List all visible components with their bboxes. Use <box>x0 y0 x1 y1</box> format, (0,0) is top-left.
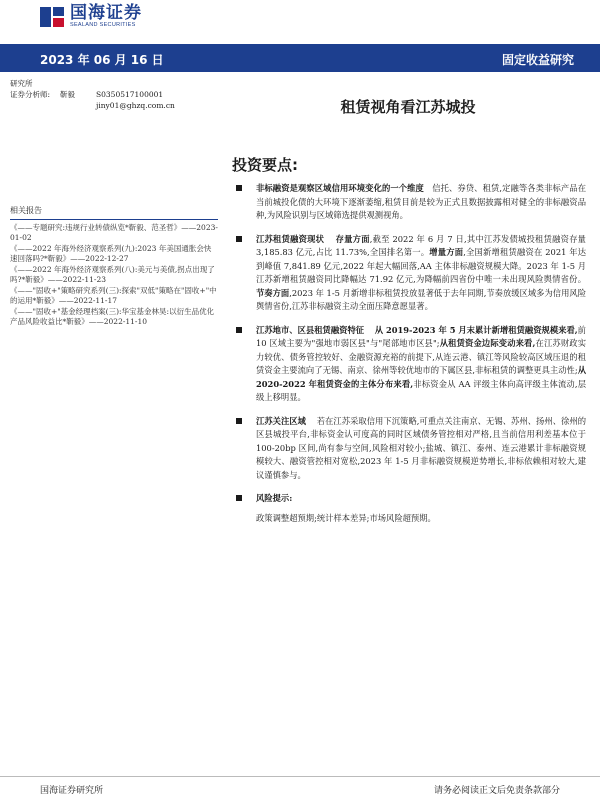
analyst-name: 靳毅 <box>60 90 75 99</box>
logo-mark-icon <box>40 5 66 29</box>
report-date: 2023 年 06 月 16 日 <box>40 53 164 67</box>
related-report-item[interactable]: 《——2022 年海外经济观察系列(八):美元与美债,拐点出现了吗?*靳毅》——2022-11-23 <box>10 264 215 284</box>
analyst-info <box>10 78 210 111</box>
key-point-text: ,截至 2022 年 6 月 7 日,其中江苏发债城投租赁融资存量 3,185.83 亿元,占比 11.73%,全国排名第一。 <box>256 233 586 257</box>
logo-cn-text: 国海证券 <box>70 3 142 23</box>
key-point-text: 若在江苏采取信用下沉策略,可重点关注南京、无锡、苏州、扬州、徐州的区县城投平台,非标资金认可度高的同时区域债务管控相对严格,且当前信用利差基本位于 100-20bp 区间,尚有参与空间,风险相对较小;盐城、镇江、泰州、连云港累计非标融资规模较大、融资管控相对宽松,2023 年 1-5 月非标融资规模逆势增长,非标依赖相对较大,建议谨慎参与。 <box>256 415 586 480</box>
date-banner <box>0 44 600 72</box>
key-point-text: 从 2019-2023 年 5 月末累计新增租赁融资规模来看, <box>374 324 578 335</box>
risk-warning-title: 风险提示: <box>256 493 293 503</box>
company-logo <box>40 4 142 29</box>
related-report-item[interactable]: 《——"固收+"基金经理档案(三):华宝基金林昊:以衍生品优化产品风险收益比*靳毅》——2022-11-10 <box>10 306 215 326</box>
key-point <box>236 415 586 483</box>
key-point-lead: 江苏地市、区县租赁融资特征 <box>256 324 365 335</box>
risk-warning <box>236 492 586 506</box>
key-point-text: ,2023 年 1-5 月新增非标租赁投放显著低于去年同期,节奏放缓区域多为信用风险舆情省份,江苏非标融资主动全面压降意愿显著。 <box>256 287 586 311</box>
key-point-sublabel: 节奏方面 <box>256 287 290 298</box>
report-title: 租赁视角看江苏城投 <box>340 98 476 116</box>
key-point-lead: 江苏租赁融资现状 <box>256 233 325 244</box>
logo-en-text: SEALAND SECURITIES <box>70 22 136 28</box>
key-point-sublabel: 增量方面 <box>429 247 464 257</box>
footer-disclaimer: 请务必阅读正文后免责条款部分 <box>433 786 560 796</box>
bullet-square-icon <box>236 418 242 424</box>
analyst-email[interactable]: jiny01@ghzq.com.cn <box>96 101 175 110</box>
page-footer <box>0 776 600 800</box>
key-point-sublabel: 从租赁资金边际变动来看, <box>439 338 536 348</box>
section-title: 投资要点: <box>232 156 298 174</box>
key-point-text: 信托、券贷、租赁,定融等各类非标产品在当前城投化债的大环境下逐渐萎缩,租赁目前是较为正式且数据披露相对健全的非标融资品种,为风险识别与区域筛选提供观测视角。 <box>256 183 586 220</box>
footer-org: 国海证券研究所 <box>40 786 104 796</box>
key-point-text: 非标资金从 AA 评级主体向高评级主体流动,层级上移明显。 <box>256 378 586 402</box>
analyst-license: S0350517100001 <box>96 90 164 99</box>
bullet-square-icon <box>236 495 242 501</box>
bullet-square-icon <box>236 327 242 333</box>
related-report-item[interactable]: 《——专题研究:违规行业转债纵览*靳毅、范圣哲》——2023-01-02 <box>10 222 218 242</box>
key-point <box>236 324 586 405</box>
key-point-text: ,全国新增租赁融资在 2021 年达到峰值 7,841.89 亿元,2022 年起大幅回落,AA 主体非标融资规模大降。2023 年 1-5 月江苏新增租赁融资同比降幅达 71.92 亿元,为降幅前四省份中唯一未出现风险舆情省份。 <box>256 247 586 284</box>
risk-warning-text: 政策调整超预期;统计样本差异;市场风险超预期。 <box>256 512 436 523</box>
key-point-sublabel: 从 2020-2022 年租赁资金的主体分布来看, <box>256 365 586 389</box>
analyst-label: 证券分析师: <box>10 90 51 99</box>
related-reports-title: 相关报告 <box>10 206 218 220</box>
key-point-text: 在江苏财政实力较优、债务管控较好、金融资源充裕的前提下,从连云港、镇江等风险较高区域压退的租赁资金主要流向了无锡、南京、徐州等较优地市的下属区县,非标租赁的调整更具主动性; <box>256 338 586 375</box>
report-type: 固定收益研究 <box>501 53 574 67</box>
key-point-sublabel: 存量方面 <box>335 233 370 244</box>
key-point-lead: 非标融资是观察区域信用环境变化的一个维度 <box>256 183 424 193</box>
key-point-text: 前 10 区域主要为"强地市弱区县"与"尾部地市区县"; <box>256 324 586 348</box>
bullet-square-icon <box>236 185 242 191</box>
key-points <box>236 182 586 525</box>
bullet-square-icon <box>236 236 242 242</box>
key-point-lead: 江苏关注区域 <box>256 415 306 426</box>
related-report-item[interactable]: 《——"固收+"策略研究系列(三):探索"双低"策略在"固收+"中的运用*靳毅》——2022-11-17 <box>10 285 217 305</box>
related-reports <box>10 206 218 328</box>
related-report-item[interactable]: 《——2022 年海外经济观察系列(九):2023 年美国通胀会快速回落吗?*靳毅》——2022-12-27 <box>10 243 212 263</box>
key-point <box>236 233 586 314</box>
key-point <box>236 182 586 223</box>
analyst-role: 研究所 <box>10 79 33 88</box>
page-header <box>0 0 600 36</box>
